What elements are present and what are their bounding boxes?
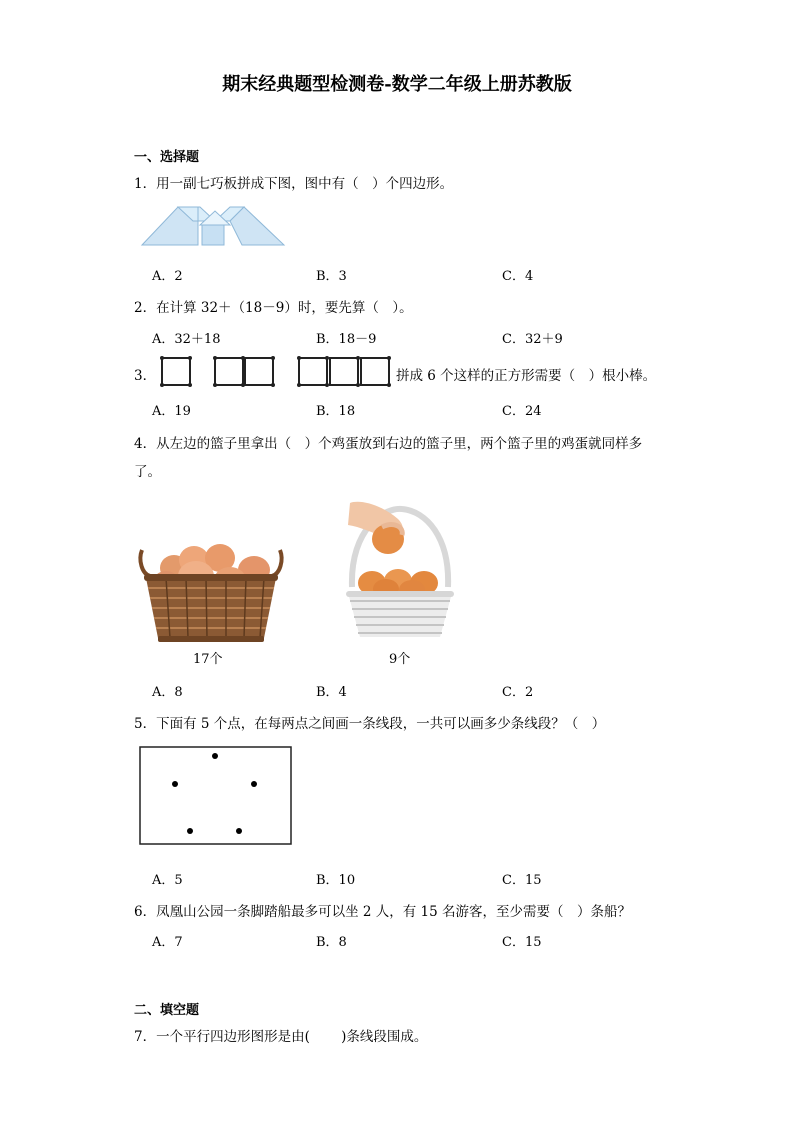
- question-3-text: 拼成 6 个这样的正方形需要（ ）根小棒。: [396, 368, 657, 384]
- section-heading-choice: 一、选择题: [134, 150, 200, 165]
- right-egg-basket-image: [342, 497, 458, 643]
- question-5-text: 5．下面有 5 个点，在每两点之间画一条线段，一共可以画多少条线段？（ ）: [134, 716, 606, 732]
- q3-option-a: A．19: [152, 404, 191, 419]
- q3-option-c: C．24: [502, 404, 542, 419]
- q4-option-c: C．2: [502, 685, 534, 700]
- right-basket-caption: 9个: [389, 652, 411, 667]
- q1-option-a: A．2: [152, 269, 183, 284]
- q6-option-a: A．7: [152, 935, 183, 950]
- tangram-figure: [138, 203, 288, 249]
- question-3-number: 3．: [134, 368, 157, 384]
- q5-option-c: C．15: [502, 873, 542, 888]
- q4-option-a: A．8: [152, 685, 183, 700]
- section-heading-fill-blank: 二、填空题: [134, 1003, 200, 1018]
- q5-option-b: B．10: [316, 873, 356, 888]
- matchstick-squares-figure: [158, 355, 394, 389]
- question-7-text: 7．一个平行四边形图形是由( )条线段围成。: [134, 1029, 428, 1045]
- q6-option-c: C．15: [502, 935, 542, 950]
- q1-option-c: C．4: [502, 269, 534, 284]
- left-egg-basket-image: [136, 530, 286, 648]
- q2-option-c: C．32＋9: [502, 332, 563, 347]
- q3-option-b: B．18: [316, 404, 356, 419]
- question-1-text: 1．用一副七巧板拼成下图，图中有（ ）个四边形。: [134, 176, 454, 192]
- q2-option-b: B．18－9: [316, 332, 377, 347]
- q5-option-a: A．5: [152, 873, 183, 888]
- question-2-text: 2．在计算 32＋（18－9）时，要先算（ ）。: [134, 300, 413, 316]
- left-basket-caption: 17个: [193, 652, 223, 667]
- q1-option-b: B．3: [316, 269, 347, 284]
- five-points-figure: [139, 746, 293, 846]
- q2-option-a: A．32＋18: [152, 332, 221, 347]
- question-4-text-line2: 了。: [134, 464, 161, 480]
- question-6-text: 6．凤凰山公园一条脚踏船最多可以坐 2 人，有 15 名游客，至少需要（ ）条船？: [134, 904, 632, 920]
- question-4-text-line1: 4．从左边的篮子里拿出（ ）个鸡蛋放到右边的篮子里，两个篮子里的鸡蛋就同样多: [134, 436, 643, 452]
- q6-option-b: B．8: [316, 935, 347, 950]
- page-title: 期末经典题型检测卷-数学二年级上册苏教版: [222, 74, 572, 95]
- q4-option-b: B．4: [316, 685, 347, 700]
